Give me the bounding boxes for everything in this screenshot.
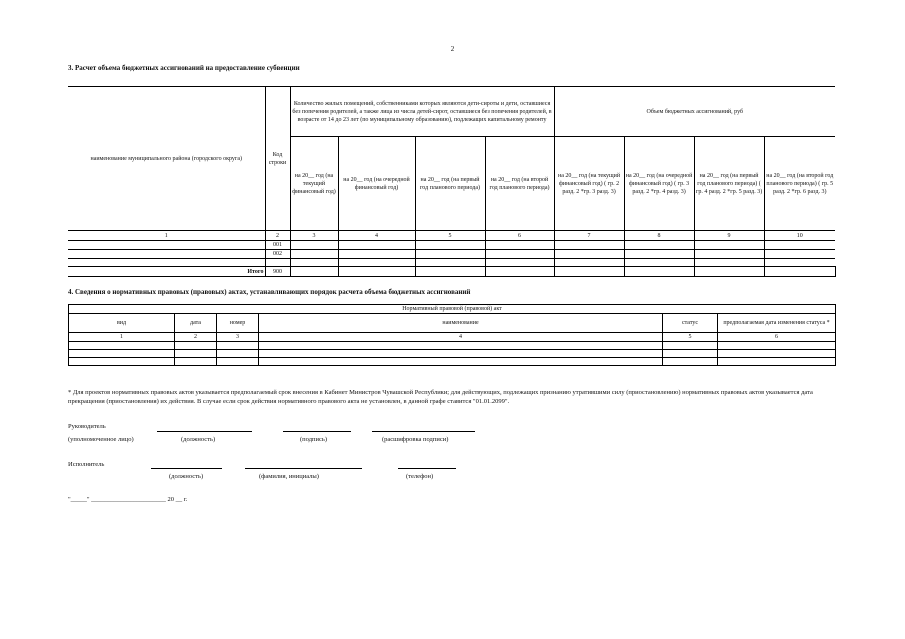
executor-phone-caption: (телефон) bbox=[406, 473, 434, 480]
header-code: Код строки bbox=[265, 87, 290, 231]
colnum-2: 2 bbox=[265, 231, 290, 241]
table-row bbox=[68, 241, 835, 250]
executor-position-line bbox=[151, 468, 222, 469]
colnum-4: 4 bbox=[338, 231, 415, 241]
total-label: Итого bbox=[68, 267, 265, 277]
header-housing-group: Количество жилых помещений, собственниками которых являются дети-сироты и дети, оставшиеся без попечения родителей, а также лица из числа детей-сирот, оставшиеся без попечения родителей, в возрасте от 14 до 23 лет (по муниципальному образованию), подлежащих капитальному ремонту bbox=[290, 87, 554, 137]
colnum-6: 6 bbox=[718, 333, 836, 342]
header-col7: на 20__ год (на текущий финансовый год) ( гр. 2 разд. 2 *гр. 3 разд. 3) bbox=[554, 137, 624, 231]
row-code: 001 bbox=[265, 241, 290, 250]
colnum-7: 7 bbox=[554, 231, 624, 241]
row-code bbox=[265, 259, 290, 267]
header-region: наименование муниципального района (городского округа) bbox=[68, 87, 265, 231]
legal-acts-table bbox=[68, 304, 836, 366]
head-decoding-caption: (расшифровка подписи) bbox=[382, 436, 449, 443]
colnum-3: 3 bbox=[290, 231, 338, 241]
colnum-1: 1 bbox=[69, 333, 175, 342]
head-label: Руководитель bbox=[68, 423, 106, 430]
section-3-title: 3. Расчет объема бюджетных ассигнований на предоставление субвенции bbox=[68, 64, 300, 72]
table-row bbox=[69, 350, 836, 358]
header-col5: на 20__ год (на первый год планового периода) bbox=[415, 137, 485, 231]
executor-fio-line bbox=[245, 468, 362, 469]
table-row bbox=[68, 259, 835, 267]
table-row bbox=[69, 358, 836, 366]
footnote: * Для проектов нормативных правовых актов указывается предполагаемый срок внесения в Кабинет Министров Чувашской Республики; для действующих, подлежащих признанию утратившими силу (приостановлению) нормативных правовых актов указывается дата прекращения (приостановления) их действия. В случае если срок действия нормативного правового акта не установлен, в данной графе ставится "01.01.2099". bbox=[68, 389, 813, 405]
column-numbers-row bbox=[68, 231, 835, 241]
table-row bbox=[69, 342, 836, 350]
header-date: дата bbox=[175, 314, 217, 333]
head-sub-label: (уполномоченное лицо) bbox=[68, 436, 134, 443]
header-type: вид bbox=[69, 314, 175, 333]
row-code: 002 bbox=[265, 250, 290, 259]
total-code: 900 bbox=[265, 267, 290, 277]
head-position-caption: (должность) bbox=[181, 436, 216, 443]
header-col9: на 20__ год (на первый год планового периода) ( гр. 4 разд. 2 *гр. 5 разд. 3) bbox=[694, 137, 764, 231]
colnum-1: 1 bbox=[68, 231, 265, 241]
header-col3: на 20__ год (на текущий финансовый год) bbox=[290, 137, 338, 231]
header-name: наименование bbox=[259, 314, 663, 333]
executor-label: Исполнитель bbox=[68, 461, 105, 468]
head-signature-line bbox=[283, 431, 351, 432]
section-4-title: 4. Сведения о нормативных правовых (правовых) актах, устанавливающих порядок расчета объема бюджетных ассигнований bbox=[68, 288, 471, 296]
header-col6: на 20__ год (на второй год планового периода) bbox=[485, 137, 554, 231]
date-line: "_____" _______________________ 20 __ г. bbox=[68, 496, 188, 503]
head-position-line bbox=[157, 431, 252, 432]
colnum-2: 2 bbox=[175, 333, 217, 342]
colnum-5: 5 bbox=[663, 333, 718, 342]
colnum-8: 8 bbox=[624, 231, 694, 241]
colnum-5: 5 bbox=[415, 231, 485, 241]
header-col8: на 20__ год (на очередной финансовый год) ( гр. 3 разд. 2 *гр. 4 разд. 3) bbox=[624, 137, 694, 231]
colnum-9: 9 bbox=[694, 231, 764, 241]
colnum-6: 6 bbox=[485, 231, 554, 241]
header-col10: на 20__ год (на второй год планового периода) ( гр. 5 разд. 2 *гр. 6 разд. 3) bbox=[764, 137, 835, 231]
executor-phone-line bbox=[398, 468, 456, 469]
header-number: номер bbox=[217, 314, 259, 333]
header-status: статус bbox=[663, 314, 718, 333]
executor-fio-caption: (фамилия, инициалы) bbox=[259, 473, 319, 480]
subvention-calc-table bbox=[68, 86, 836, 277]
executor-position-caption: (должность) bbox=[169, 473, 204, 480]
colnum-10: 10 bbox=[764, 231, 835, 241]
head-signature-caption: (подпись) bbox=[300, 436, 327, 443]
column-numbers-row bbox=[69, 333, 836, 342]
page-number: 2 bbox=[450, 45, 455, 53]
head-decoding-line bbox=[372, 431, 475, 432]
colnum-3: 3 bbox=[217, 333, 259, 342]
header-budget-group: Объем бюджетных ассигнований, руб bbox=[554, 87, 835, 137]
table-row bbox=[68, 250, 835, 259]
header-legal-act-group: Нормативный правовой (правовой) акт bbox=[69, 305, 836, 314]
total-row bbox=[68, 267, 835, 277]
header-change-date: предполагаемая дата изменения статуса * bbox=[718, 314, 836, 333]
colnum-4: 4 bbox=[259, 333, 663, 342]
header-col4: на 20__ год (на очередной финансовый год) bbox=[338, 137, 415, 231]
